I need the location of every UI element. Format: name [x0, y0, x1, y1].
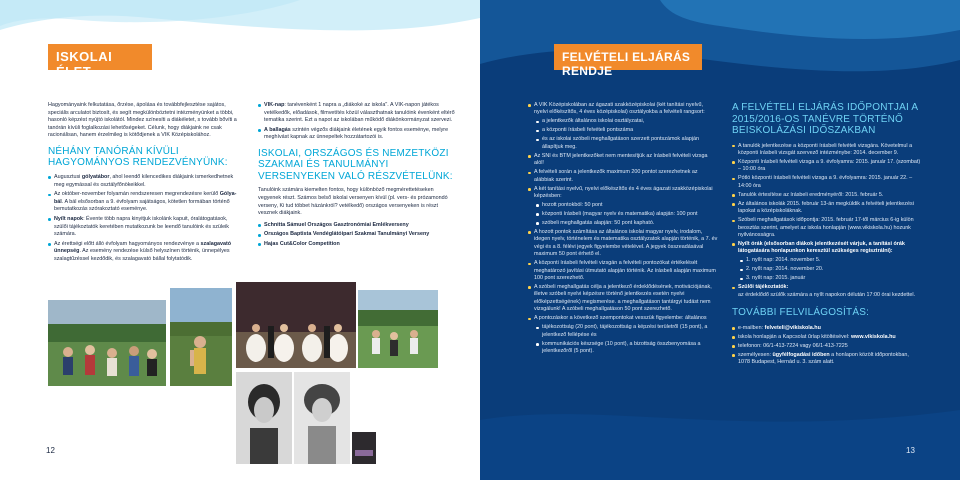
list-item: Országos Baptista Vendéglátóipari Szakmai Tanulmányi Verseny — [258, 231, 458, 239]
list-item: Az SNI és BTM jelentkezőket nem mentesítjük az írásbeli felvételi vizsga alól! — [528, 153, 718, 168]
competitions-paragraph: Tanulóink számára kiemelten fontos, hogy különböző megmérettetéseken vegyenek részt. Számos belső iskolai versenyen kívül (pl. vers- és prózamondó verseny, Ki tud többet házánkról? vetélkedő) országos versenyeken is részt vesznek diákjaink. — [258, 187, 448, 217]
email-link[interactable]: felveteli@vikiskola.hu — [764, 324, 821, 331]
list-item: Augusztusi gólyatábor, ahol leendő kilencedikes diákjaink ismerkedhetnek meg egymással és osztályfőnökeikkel. — [48, 174, 238, 189]
list-item: Schnitta Sámuel Országos Gasztronómiai Emlékverseny — [258, 222, 458, 230]
school-events-list — [258, 102, 458, 142]
contacts-list — [732, 325, 922, 367]
photo-book-cover — [352, 432, 376, 464]
photo-outdoor-group — [48, 300, 166, 386]
section-header-felveteli: FELVÉTELI ELJÁRÁS RENDJE — [554, 44, 702, 70]
list-item: Szóbeli meghallgatások időpontja: 2015. február 17-től március 6-ig külön beosztás szerint, amelyet az iskola honlapján (www.vikiskola.hu) hozunk nyilvánosságra. — [732, 217, 922, 239]
list-item: e-mailben: felveteli@vikiskola.hu — [732, 325, 922, 332]
list-item: Az október-november folyamán rendszeresen megrendezésre kerülő Gólya-bál. A bál elsősorban a 9. évfolyam sajátságos, kötetlen formában történő bemutatkozás szórakoztató eseménye. — [48, 191, 238, 214]
list-item: A felvételi során a jelentkezők maximum 200 pontot szerezhetnek az alábbiak szerint. — [528, 169, 718, 184]
photo-outdoor-ceremony — [358, 290, 438, 368]
list-item: telefonon: 06/1-413-7224 vagy 06/1-413-7225 — [732, 343, 922, 350]
list-item: A tanulók jelentkezése a központi írásbeli felvételi vizsgára. Követelmul a központi írásbeli vizsgát szervező intézménybe: 2014. december 9. — [732, 143, 922, 158]
list-item: A központi írásbeli felvételi vizsgán a felvételi pontozókat értékelését meghatározó javítási útmutató alapján történik. Az írásbeli alapján maximum 100 pont szerezhető. — [528, 260, 718, 282]
list-item: 2. nyílt nap: 2014. november 20. — [732, 266, 922, 273]
list-item: Nyílt napok: Évente több napra kinyitjuk iskolánk kapuit, óralátogatások, szülői tájékoztatók keretében mutatkozunk be leendő tanulóink és szüleik számára. — [48, 216, 238, 239]
photo-hairstyle-portrait-1 — [236, 372, 292, 464]
right-column-1 — [528, 102, 718, 357]
left-column-2 — [258, 102, 458, 251]
heading-traditional-events: NÉHÁNY TANÓRÁN KÍVÜLI HAGYOMÁNYOS RENDEZVÉNYÜNK: — [48, 145, 228, 169]
heading-further-info: TOVÁBBI FELVILÁGOSÍTÁS: — [732, 307, 870, 319]
list-item: 1. nyílt nap: 2014. november 5. — [732, 257, 922, 264]
list-item: VIK-nap: tanévenként 1 napra a „diákoké az iskola". A VIK-napon játékos vetélkedők, előadások, filmvetítés közül választhatnak tanulóink évenként eltérő tematika szerint. Ezt a napot az iskolában működő diákönkormányzat szervezi. — [258, 102, 458, 125]
list-item: iskola honlapján a Kapcsolat űrlap kitöltésével: www.vikiskola.hu — [732, 334, 922, 341]
admission-list — [528, 102, 718, 356]
heading-competitions: ISKOLAI, ORSZÁGOS ÉS NEMZETKÖZI SZAKMAI ÉS TANULMÁNYI VERSENYEKEN VALÓ RÉSZVÉTELÜNK: — [258, 147, 453, 182]
list-item: Központi írásbeli felvételi vizsga a 9. évfolyamra: 2015. január 17. (szombat) – 10:00 óra — [732, 159, 922, 174]
list-item: A pontozáskor a következő szempontokat vesszük figyelembe: általános — [528, 315, 718, 322]
left-column-1 — [48, 102, 238, 266]
list-item: hozott pontokból: 50 pont — [528, 202, 718, 209]
section-header-iskolai-elet: ISKOLAI ÉLET — [48, 44, 152, 70]
list-item: tájékozottság (20 pont), tájékozottság a képzési területről (15 pont), a jelentkező fellépése és — [528, 324, 718, 339]
photo-hairstyle-portrait-2 — [294, 372, 350, 464]
list-item: szóbeli meghallgatás alapján: 50 pont kapható. — [528, 220, 718, 227]
website-link[interactable]: www.vikiskola.hu — [850, 333, 896, 340]
events-list — [48, 174, 238, 264]
list-item: A hozott pontok számítása az általános iskolai magyar nyelv, irodalom, idegen nyelv, történelem és matematika osztályzatok alapján történik, a 7. év végi és a 8. félévi jegyek figyelembe vételével. A jegyek összeadásával maximum 50 pont érhető el. — [528, 229, 718, 259]
page-number-right: 13 — [906, 446, 915, 455]
list-item: Az érettségi előtt álló évfolyam hagyományos rendezvénye a szalagavató ünnepség. Az esemény rendezése külső helyszínen történik, ünnepélyes szalagtűzéssel kezdődik, és szalagavató bállal folytatódik. — [48, 241, 238, 264]
list-item: Nyílt órák (elsősorban diákok jelentkezését várjuk, a tanítási órák látogatására honlapunkon keresztül szükséges regisztrálni): — [732, 241, 922, 256]
page-number-left: 12 — [46, 446, 55, 455]
list-item: Szülői tájékoztatók: az érdeklődő szülők számára a nyílt napokon délután 17:00 órai kezdettel. — [732, 284, 922, 299]
photo-camp-activity — [170, 288, 232, 386]
intro-paragraph: Hagyományaink felkutatása, őrzése, ápolása és továbbfejlesztése sajátos, speciális arculatot biztosít, és segít megkülönböztetni intézményünket a többi, hasonló képzést nyújtó iskolától. Mindez színesíti a diákéletet, s tovább bővíti a tanórán kívüli foglalkozási lehetőségeket. Célunk, hogy diákjaink ne csak racionálisan, hanem érzelmileg is kötődjenek a VIK Középiskolához. — [48, 102, 237, 139]
list-item: A két tanítási nyelvű, nyelvi előkészítős és 4 éves ágazati szakközépiskolai képzésben: — [528, 186, 718, 201]
list-item: a jelentkezők általános iskolai osztályzatai, — [528, 118, 718, 125]
list-item: A VIK Középiskolában az ágazati szakközépiskolai (két tanítási nyelvű, nyelvi előkészítős, 4 éves középiskolai) osztályokba a felvételi rangsort: — [528, 102, 718, 117]
heading-admission-dates: A FELVÉTELI ELJÁRÁS IDŐPONTJAI A 2015/2016-OS TANÉVRE TÖRTÉNŐ BEISKOLÁZÁSI IDŐSZAKBAN — [732, 102, 918, 136]
right-column-2 — [732, 102, 922, 368]
competitions-list — [258, 222, 458, 249]
list-item: személyesen: ügyfélfogadási időben a honlapon közölt időpontokban, 1078 Budapest, Hernád u. 3. szám alatt. — [732, 352, 922, 367]
list-item: A ballagás szintén végzős diákjaink életének egyik fontos eseménye, melyre meghívást kapnak az ünnepeltek hozzátartozói is. — [258, 127, 458, 142]
list-item: Pótló központi írásbeli felvételi vizsga a 9. évfolyamra: 2015. január 22. – 14:00 óra — [732, 175, 922, 190]
list-item: és az iskolai szóbeli meghallgatáson szerzett pontszámok alapján állapítjuk meg. — [528, 136, 718, 151]
list-item: központi írásbeli (magyar nyelv és matematika) alapján: 100 pont — [528, 211, 718, 218]
list-item: 3. nyílt nap: 2015. január — [732, 275, 922, 282]
list-item: Hajas Cut&Color Competition — [258, 241, 458, 249]
list-item: Tanulók értesítése az írásbeli eredményéről: 2015. február 5. — [732, 192, 922, 199]
photo-ball-dancers — [236, 282, 356, 368]
list-item: Az általános iskolák 2015. február 13-án megküldik a felvételi jelentkezési lapokat a középiskoláknak. — [732, 201, 922, 216]
dates-list — [732, 143, 922, 300]
list-item: a központi írásbeli felvételi pontszáma — [528, 127, 718, 134]
list-item: A szóbeli meghallgatás célja a jelentkező érdeklődésének, motivációjának, illetve szóbeli nyelvi képzésre történő jelentkezés esetén nyelvi előképzettségének) megismerése. a meghallgatáson tantárgyi tudást nem vizsgálunk! A szóbeli meghallgatáson 50 pont szerezhető. — [528, 284, 718, 314]
list-item: kommunikációs készsége (10 pont), a bizottság összbenyomása a jelentkezőről (5 pont). — [528, 341, 718, 356]
